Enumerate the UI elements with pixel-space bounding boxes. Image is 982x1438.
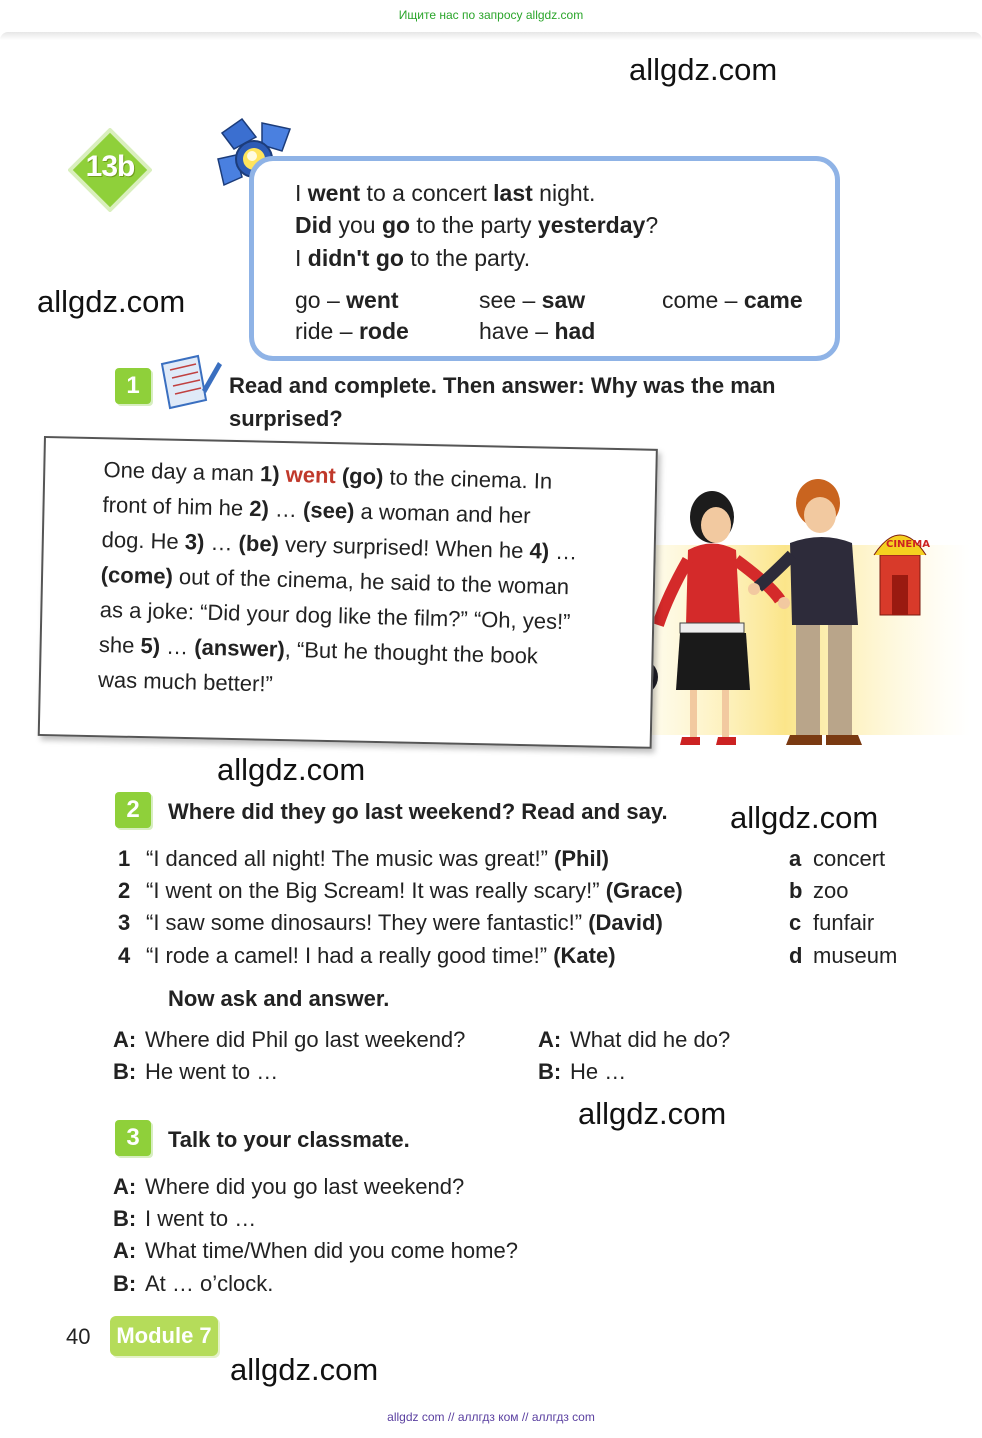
story-text: [98, 452, 604, 710]
watermark: allgdz.com: [730, 800, 879, 835]
dialog-line: B: At … o’clock.: [113, 1271, 274, 1296]
verb-pair: go – went: [295, 287, 399, 313]
story-line: as a joke: “Did your dog like the film?” “Oh, yes!”: [99, 596, 571, 635]
place-option: a concert: [789, 846, 886, 871]
quote-item: 4 “I rode a camel! I had a really good time!” (Kate): [118, 943, 616, 968]
dialog-line: B: I went to …: [113, 1206, 257, 1231]
grammar-example-1: I went to a concert last night.: [295, 180, 596, 206]
verb-pair: have – had: [479, 318, 596, 344]
story-line: was much better!”: [97, 666, 274, 697]
verb-pair: ride – rode: [295, 318, 409, 344]
reading-page-icon: [158, 354, 224, 410]
page-number: 40: [66, 1324, 91, 1349]
task-number-1: 1: [115, 368, 151, 404]
task-1-title-line-1: Read and complete. Then answer: Why was the man: [229, 373, 776, 398]
story-line: One day a man 1) went (go) to the cinema. In: [103, 456, 553, 494]
dialog-line: A: What time/When did you come home?: [113, 1238, 518, 1263]
story-line: (come) out of the cinema, he said to the woman: [100, 561, 570, 600]
task-2-subtitle: Now ask and answer.: [168, 986, 390, 1011]
grammar-example-2: Did you go to the party yesterday?: [295, 212, 659, 238]
lesson-number: 13b: [85, 150, 135, 183]
quote-item: 2 “I went on the Big Scream! It was really scary!” (Grace): [118, 878, 683, 903]
dialog-line: A: What did he do?: [538, 1027, 731, 1052]
top-banner[interactable]: Ищите нас по запросу allgdz.com: [398, 8, 584, 22]
watermark: allgdz.com: [217, 752, 366, 787]
story-line: she 5) … (answer), “But he thought the book: [98, 631, 539, 669]
dialog-line: A: Where did Phil go last weekend?: [113, 1027, 466, 1052]
page-edge: [0, 32, 982, 40]
story-line: front of him he 2) … (see) a woman and her: [102, 491, 531, 529]
task-1-title-line-2: surprised?: [229, 406, 343, 431]
answer-example: went: [285, 461, 337, 489]
cinema-sign: CINEMA: [886, 539, 930, 550]
dialog-line: B: He went to …: [113, 1059, 279, 1084]
place-option: d museum: [789, 943, 898, 968]
task-number-2: 2: [115, 792, 151, 828]
bottom-links[interactable]: allgdz com // аллгдз ком // аллгдз com: [387, 1410, 595, 1424]
grammar-example-3: I didn't go to the party.: [295, 245, 531, 271]
watermark: allgdz.com: [230, 1352, 379, 1387]
verb-pair: come – came: [662, 287, 803, 313]
task-3-title: Talk to your classmate.: [168, 1127, 410, 1152]
story-line: dog. He 3) … (be) very surprised! When he 4) …: [101, 526, 578, 565]
task-2-title: Where did they go last weekend? Read and say.: [168, 799, 668, 824]
place-option: c funfair: [789, 910, 875, 935]
watermark: allgdz.com: [629, 52, 778, 87]
quote-item: 3 “I saw some dinosaurs! They were fantastic!” (David): [118, 910, 663, 935]
place-option: b zoo: [789, 878, 849, 903]
dialog-line: B: He …: [538, 1059, 627, 1084]
dialog-line: A: Where did you go last weekend?: [113, 1174, 465, 1199]
verb-pair: see – saw: [479, 287, 586, 313]
quote-item: 1 “I danced all night! The music was great!” (Phil): [118, 846, 610, 871]
module-badge: Module 7: [110, 1316, 218, 1356]
watermark: allgdz.com: [578, 1096, 727, 1131]
watermark: allgdz.com: [37, 284, 186, 319]
task-number-3: 3: [115, 1120, 151, 1156]
